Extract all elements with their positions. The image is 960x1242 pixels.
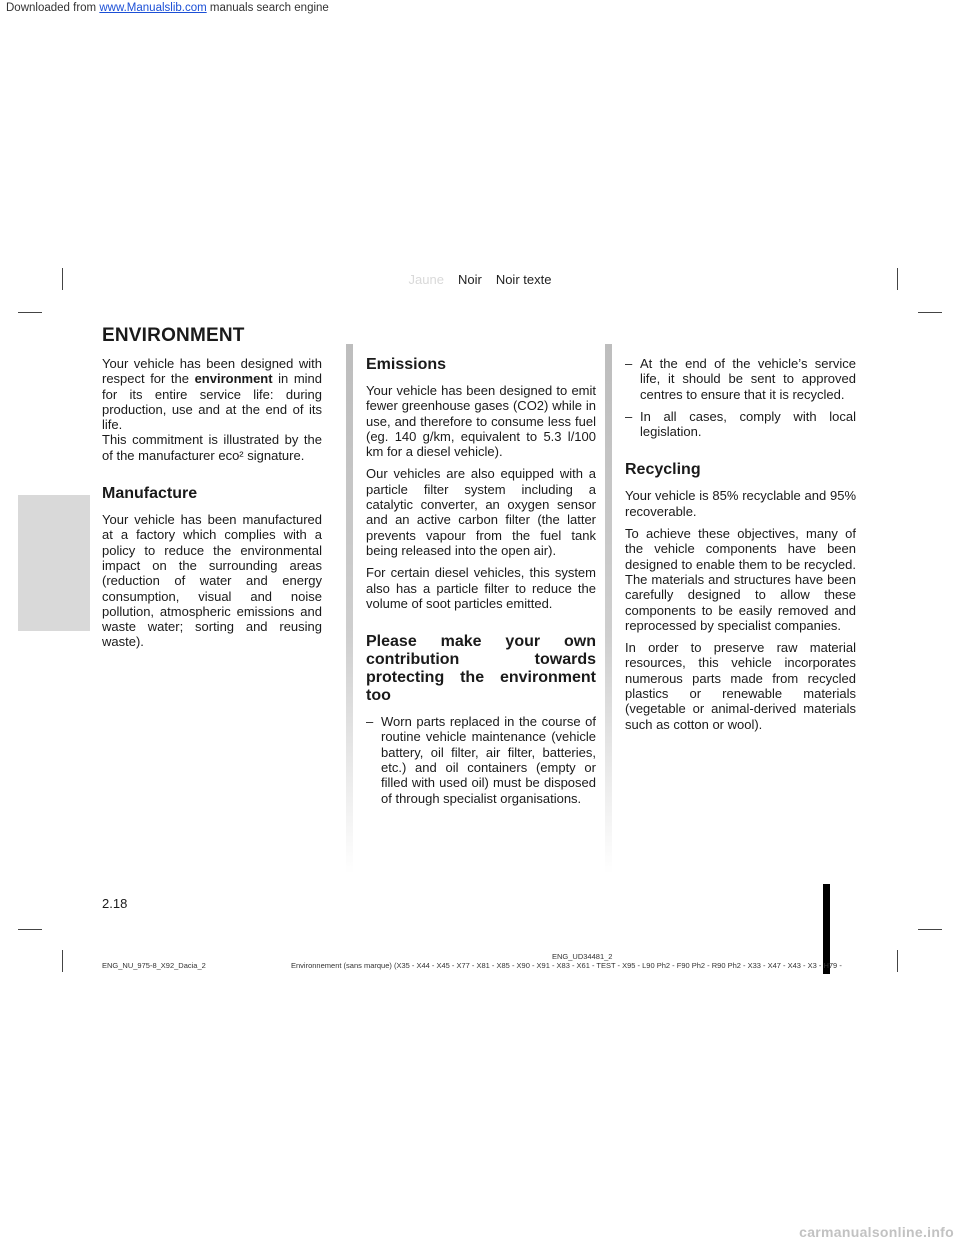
section-tab (18, 495, 90, 631)
manufacture-heading: Manufacture (102, 485, 198, 503)
contribution-list (366, 714, 596, 806)
column-divider (346, 344, 353, 874)
emissions-paragraph: For certain diesel vehicles, this system also has a particle filter to reduce the volume of soot particles emitted. (366, 565, 596, 611)
color-label-noir: Noir (457, 272, 482, 287)
manualslib-link[interactable]: www.Manualslib.com (99, 2, 207, 14)
manufacture-paragraph: Your vehicle has been manufactured at a factory which complies with a policy to reduce the environmental impact on the surrounding areas (reduction of water and energy consumption, visual and noise pollution, atmospheric emissions and waste water; sorting and reusing waste). (102, 512, 322, 650)
color-label-noir-texte: Noir texte (495, 272, 552, 287)
recycling-paragraph: To achieve these objectives, many of the vehicle components have been designed to enable them to be recycled. The materials and structures have been carefully designed to allow these components to be easily removed and reprocessed by specialist companies. (625, 526, 856, 633)
list-item: – Worn parts replaced in the course of routine vehicle maintenance (vehicle battery, oil filter, air filter, batteries, etc.) and oil containers (empty or filled with used oil) must be disposed of through specialist organisations. (366, 714, 596, 806)
color-label-jaune: Jaune (408, 272, 444, 287)
intro-paragraph: Your vehicle has been designed with respect for the environment in mind for its entire service life: during production, use and at the end of its life. (102, 356, 322, 433)
column-3 (625, 356, 856, 739)
column-2 (366, 356, 596, 813)
page-title: ENVIRONMENT (102, 325, 245, 346)
emissions-heading: Emissions (366, 356, 447, 373)
list-item: – At the end of the vehicle’s service life, it should be sent to approved centres to ensure that it is recycled. (625, 356, 856, 402)
crop-mark (918, 312, 942, 313)
crop-mark (18, 312, 42, 313)
crop-mark (897, 950, 898, 972)
recycling-heading: Recycling (625, 461, 701, 479)
emissions-paragraph: Our vehicles are also equipped with a particle filter system including a catalytic converter, an oxygen sensor and an active carbon filter (the latter prevents vapour from the fuel tank being released into the open air). (366, 466, 596, 558)
emissions-paragraph: Your vehicle has been designed to emit fewer greenhouse gases (CO2) while in use, and therefore to consume less fuel (eg. 140 g/km, equivalent to 5.3 l/100 km for a diesel vehicle). (366, 383, 596, 460)
contribution-heading: Please make your own contribution towards protecting the environment too (366, 633, 596, 705)
column-divider (605, 344, 612, 874)
crop-mark (62, 950, 63, 972)
footer-left: ENG_NU_975-8_X92_Dacia_2 (102, 961, 206, 970)
list-item: – In all cases, comply with local legislation. (625, 408, 856, 440)
footer-center: Environnement (sans marque) (X35 - X44 - X45 - X77 - X81 - X85 - X90 - X91 - X83 - X61 - TEST - X95 - L90 Ph2 - F90 Ph2 - R90 Ph2 - X33 - X47 - X43 - X3 - H79 - (291, 961, 842, 970)
recycling-paragraph: Your vehicle is 85% recyclable and 95% recoverable. (625, 488, 856, 519)
crop-mark (18, 929, 42, 930)
end-of-life-list (625, 356, 856, 439)
page-number: 2.18 (102, 896, 128, 911)
recycling-paragraph: In order to preserve raw material resources, this vehicle incorporates numerous parts made from recycled plastics or renewable materials (vegetable or animal-derived materials such as cotton or wool). (625, 640, 856, 732)
download-banner: Downloaded from www.Manualslib.com manuals search engine (6, 2, 329, 14)
watermark: carmanualsonline.info (799, 1224, 954, 1240)
crop-mark (918, 929, 942, 930)
intro-signature-paragraph: This commitment is illustrated by the of the manufacturer eco² signature. (102, 432, 322, 463)
color-separation-labels (0, 272, 960, 287)
footer-code: ENG_UD34481_2 (552, 952, 613, 961)
column-1 (102, 356, 322, 657)
